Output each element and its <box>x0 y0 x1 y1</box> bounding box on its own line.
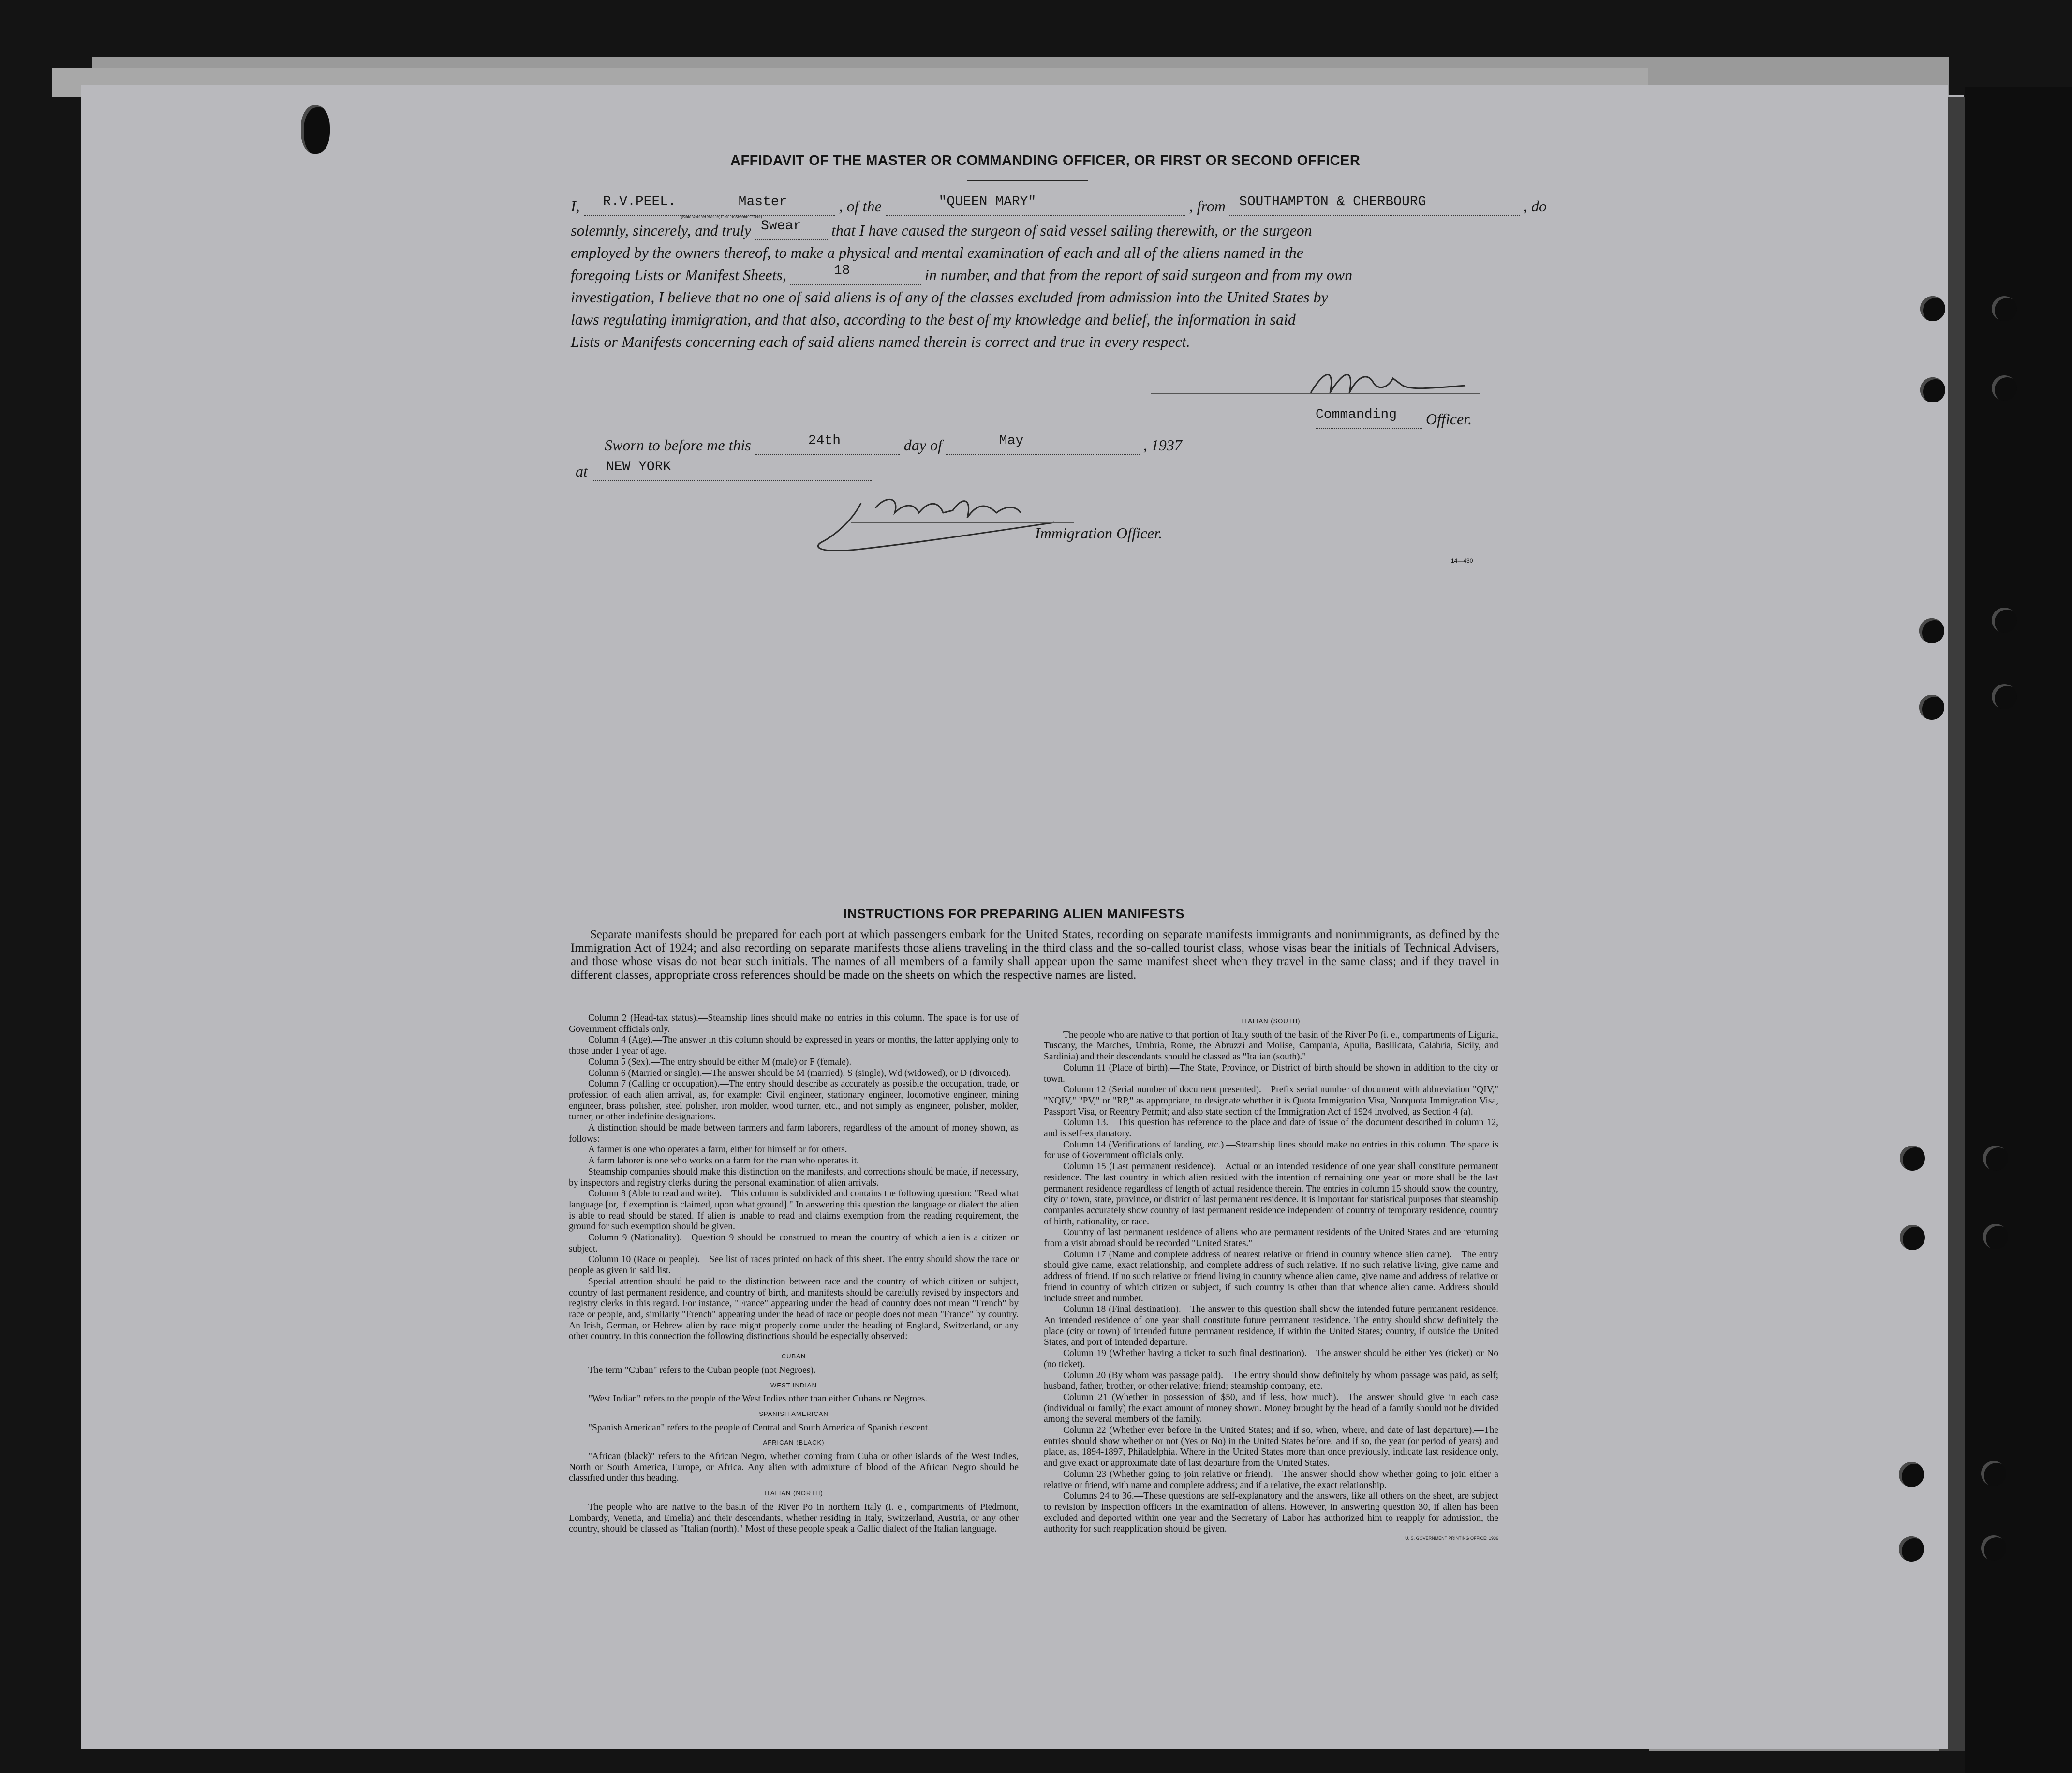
master-rank: Master <box>738 194 787 209</box>
officer-rank: Commanding <box>1316 407 1397 422</box>
instruction-paragraph: Column 9 (Nationality).—Question 9 should be construed to mean the country of which alien is a citizen or subject. <box>569 1233 1019 1254</box>
punch-hole-icon <box>1900 1146 1925 1171</box>
do-label: , do <box>1523 197 1547 215</box>
place-field <box>592 462 872 481</box>
officer-label: Officer. <box>1426 410 1472 428</box>
sworn-line <box>605 433 1182 455</box>
title-rule <box>967 180 1088 181</box>
instruction-paragraph: Column 6 (Married or single).—The answer should be M (married), S (single), Wd (widowed), or D (divorced). <box>588 1068 1011 1078</box>
place-value: NEW YORK <box>606 460 671 475</box>
spanish-american-heading: SPANISH AMERICAN <box>759 1410 829 1417</box>
form-number: 14—430 <box>1451 557 1473 564</box>
instruction-paragraph: Column 14 (Verifications of landing, etc.).—Steamship lines should make no entries in this column. The space is for use of Government officials only. <box>1044 1139 1498 1161</box>
instructions-right-column <box>1044 1016 1498 1541</box>
officer-line <box>1316 407 1472 429</box>
punch-hole-icon <box>1919 618 1944 643</box>
italian-north-text: The people who are native to the basin of the River Po in northern Italy (i. e., compartments of Piedmont, Lombardy, Venetia, and Emelia) and their descendants, whether residing in Italy, Switzerland, Austria, or any other country, should be classed as "Italian (north)." Most of these people speak a Gallic dialect of the Italian language. <box>569 1502 1019 1535</box>
punch-hole-icon <box>1899 1536 1924 1562</box>
day-field <box>755 433 900 455</box>
punch-hole-icon <box>1900 1225 1925 1250</box>
punch-hole-icon <box>1981 1535 2006 1561</box>
instruction-paragraph: Column 17 (Name and complete address of nearest relative or friend in country whence alien came).—The entry should give name, exact relationship, and complete address of such relative. If no such relative living, give name and address of friend. If no such relative or friend living in country whence alien came, give name and address of relative or friend in country of which citizen or subject, if such country is other than that whence alien came. Address should include street and number. <box>1044 1249 1498 1304</box>
master-name: R.V.PEEL. <box>603 194 676 209</box>
instruction-paragraph: Column 20 (By whom was passage paid).—The entry should show definitely by whom passage was paid, as self; husband, father, brother, or other relative; friend; steamship company, etc. <box>1044 1370 1498 1392</box>
punch-hole-icon <box>1992 375 2017 401</box>
year-prefix: , 19 <box>1143 436 1167 454</box>
instructions-title: INSTRUCTIONS FOR PREPARING ALIEN MANIFESTS <box>844 907 1185 921</box>
instruction-paragraph: Column 15 (Last permanent residence).—Actual or an intended residence of one year shall constitute permanent residence. The last country in which alien resided with the intention of remaining one year or more shall be the last permanent residence regardless of length of actual residence therein. The entries in column 15 should show the country, city or town, state, province, or district of last permanent residence. It is important for statistical purposes that steamship companies accurately show country of last permanent residence independent of country of temporary residence, country of birth, nationality, or race. <box>1044 1162 1498 1227</box>
instruction-paragraph: Column 22 (Whether ever before in the United States; and if so, when, where, and date of last departure).—The entries should show whether or not (Yes or No) in the United States before; and if so, the year (or period of years) and place, as, 1894-1897, Philadelphia. Where in the United States more than once previously, indicate last residence only, and give exact or approximate date of last departure from the United States. <box>1044 1425 1498 1469</box>
immigration-officer-signature <box>803 493 1074 556</box>
at-label: at <box>576 462 588 480</box>
immigration-officer-label: Immigration Officer. <box>1035 524 1163 542</box>
punch-hole-icon <box>1992 608 2017 633</box>
instruction-paragraph: Column 11 (Place of birth).—The State, Province, or District of birth should be shown in addition to the city or town. <box>1044 1062 1498 1084</box>
oath-field <box>755 219 828 240</box>
officer-sig-rule <box>851 522 1074 523</box>
of-the-label: , of the <box>839 197 882 215</box>
signature-rule <box>1151 393 1480 394</box>
affidavit-line-4 <box>571 263 1353 285</box>
affidavit-line-6: laws regulating immigration, and that also, according to the best of my knowledge and belief, the information in said <box>571 311 1296 328</box>
instruction-paragraph: Country of last permanent residence of aliens who are permanent residents of the United States and are returning from a visit abroad should be recorded "United States." <box>1044 1227 1498 1249</box>
instruction-paragraph: Column 5 (Sex).—The entry should be either M (male) or F (female). <box>588 1057 852 1067</box>
instruction-paragraph: A farm laborer is one who works on a farm for the man who operates it. <box>588 1156 859 1166</box>
instruction-paragraph: Columns 24 to 36.—These questions are self-explanatory and the answers, like all others on the sheet, are subject to revision by inspection officers in the examination of aliens. However, in answering question 30, if alien has been excluded and deported within one year and the Secretary of Labor has authorized him to reapply for admission, the authority for such reapplication should be given. <box>1044 1491 1498 1535</box>
instruction-paragraph: A farmer is one who operates a farm, either for himself or for others. <box>588 1145 847 1155</box>
affidavit-title: AFFIDAVIT OF THE MASTER OR COMMANDING OFFICER, OR FIRST OR SECOND OFFICER <box>730 153 1361 168</box>
punch-hole-icon <box>1920 377 1945 402</box>
cuban-heading: CUBAN <box>781 1353 806 1360</box>
affidavit-text: in number, and that from the report of said surgeon and from my own <box>924 266 1353 283</box>
vessel-name: "QUEEN MARY" <box>938 194 1036 209</box>
punch-hole-icon <box>1899 1462 1924 1487</box>
vessel-field <box>886 194 1185 216</box>
rank-note: (State whether Master, First, or Second Officer) <box>681 215 762 219</box>
instructions-intro: Separate manifests should be prepared for each port at which passengers embark for the United States, recording on separate manifests immigrants and nonimmigrants, as defined by the Immigration Act of 1924; and also recording on separate manifests those aliens traveling in the third class and the so-called tourist class, whose visas bear the initials of Technical Advisers, and those whose visas do not bear such initials. The names of all members of a family shall appear upon the same manifest sheet when they travel in the same class; and if they travel in different classes, appropriate cross references should be made on the sheets on which the respective names are listed. <box>571 928 1499 982</box>
master-signature <box>1306 364 1470 402</box>
master-name-field <box>584 194 835 216</box>
sheets-field <box>790 263 921 285</box>
instruction-paragraph: Special attention should be paid to the distinction between race and the country of which citizen or subject, country of last permanent residence, and country of birth, and manifests should be carefully revised by inspectors and registry clerks in this regard. For instance, "France" appearing under the head of country does not mean "French" by race or people, and, similarly "French" appearing under the head of race or people does not mean "France" by country. An Irish, German, or Hebrew alien by race might properly come under the heading of England, Switzerland, or any other country. In this connection the following distinctions should be especially observed: <box>569 1276 1019 1342</box>
day-of-label: day of <box>903 436 942 454</box>
affidavit-i: I, <box>571 197 580 215</box>
instructions-left-column <box>569 1013 1019 1535</box>
punch-hole-icon <box>1981 1461 2006 1486</box>
punch-hole-icon <box>301 105 330 154</box>
instruction-paragraph: Column 13.—This question has reference to the place and date of issue of the document described in column 12, and is self-explanatory. <box>1044 1117 1498 1139</box>
port-name: SOUTHAMPTON & CHERBOURG <box>1239 194 1426 209</box>
affidavit-text: that I have caused the surgeon of said vessel sailing therewith, or the surgeon <box>831 222 1312 239</box>
affidavit-line-7: Lists or Manifests concerning each of said aliens named therein is correct and true in every respect. <box>571 333 1190 350</box>
affidavit-line-3: employed by the owners thereof, to make a physical and mental examination of each and all of the aliens named in the <box>571 244 1303 261</box>
dark-gutter <box>1965 87 2072 1773</box>
instruction-paragraph: Column 12 (Serial number of document presented).—Prefix serial number of document with abbreviation "QIV," "NQIV," "PV," or "RP," as appropriate, to designate whether it is Quota Immigration Visa, Nonquota Immigration Visa, Passport Visa, or Reentry Permit; and also state section of the Immigration Act of 1924 involved, as Section 4 (a). <box>1044 1085 1498 1117</box>
punch-hole-icon <box>1920 296 1945 321</box>
from-label: , from <box>1189 197 1226 215</box>
day-value: 24th <box>808 433 841 448</box>
punch-hole-icon <box>1992 684 2017 709</box>
punch-hole-icon <box>1919 695 1944 720</box>
affidavit-line-1 <box>571 194 1547 216</box>
sworn-text: Sworn to before me this <box>605 436 751 454</box>
instruction-paragraph: Column 7 (Calling or occupation).—The entry should describe as accurately as possible the occupation, trade, or profession of each alien arrival, as, for example: Civil engineer, stationary engineer, locomotive engineer, mining engineer, brass polisher, steel polisher, iron molder, wood turner, etc., and not simply as engineer, polisher, molder, turner, or other indefinite designations. <box>569 1079 1019 1122</box>
west-indian-heading: WEST INDIAN <box>770 1381 817 1389</box>
month-field <box>946 433 1140 455</box>
punch-hole-icon <box>1992 296 2017 321</box>
affidavit-line-2 <box>571 219 1312 240</box>
officer-rank-field <box>1316 407 1422 429</box>
italian-south-heading: ITALIAN (SOUTH) <box>1242 1017 1301 1025</box>
instruction-paragraph: The people who are native to that portion of Italy south of the basin of the River Po (i. e., compartments of Liguria, Tuscany, the Marches, Umbria, Rome, the Abruzzi and Molise, Campania, Apulia, Basilicata, Calabria, Sicily, and Sardinia) and their descendants should be classed as "Italian (south)." <box>1044 1029 1498 1062</box>
instruction-paragraph: Column 23 (Whether going to join relative or friend).—The answer should show whether going to join either a relative or friend, with name and complete address; and if a relative, the exact relationship. <box>1044 1469 1498 1490</box>
oath: Swear <box>760 219 801 234</box>
west-indian-text: "West Indian" refers to the people of the West Indies other than either Cubans or Negroes. <box>588 1394 928 1404</box>
instruction-paragraph: Column 2 (Head-tax status).—Steamship lines should make no entries in this column. The space is for use of Government officials only. <box>569 1013 1019 1034</box>
instruction-paragraph: Steamship companies should make this distinction on the manifests, and corrections should be made, if necessary, by inspectors and registry clerks during the personal examination of alien arrivals. <box>569 1166 1019 1188</box>
african-heading: AFRICAN (BLACK) <box>763 1439 825 1446</box>
instruction-paragraph: Column 4 (Age).—The answer in this column should be expressed in years or months, the latter applying only to those under 1 year of age. <box>569 1035 1019 1057</box>
at-line <box>576 462 872 481</box>
punch-hole-icon <box>1983 1146 2008 1171</box>
african-text: "African (black)" refers to the African Negro, whether coming from Cuba or other islands of the West Indies, North or South America, Europe, or Africa. Any alien with admixture of blood of the African Negro should be classified under this heading. <box>569 1451 1019 1484</box>
cuban-text: The term "Cuban" refers to the Cuban people (not Negroes). <box>588 1365 816 1375</box>
spanish-american-text: "Spanish American" refers to the people of Central and South America of Spanish descent. <box>588 1422 930 1433</box>
port-field <box>1229 194 1520 216</box>
year-value: 37 <box>1166 436 1182 454</box>
instruction-paragraph: Column 8 (Able to read and write).—This column is subdivided and contains the following question: "Read what language [or, if exemption is claimed, upon what ground]." In answering this question the language or dialect the alien is able to read should be stated. If alien is unable to read and claims exemption from the reading requirement, the ground for such exemption should be given. <box>569 1189 1019 1232</box>
instruction-paragraph: Column 10 (Race or people).—See list of races printed on back of this sheet. The entry should show the race or people as given in said list. <box>569 1254 1019 1276</box>
month-value: May <box>999 433 1024 448</box>
italian-north-heading: ITALIAN (NORTH) <box>764 1490 823 1497</box>
instruction-paragraph: Column 19 (Whether having a ticket to such final destination).—The answer should be either Yes (ticket) or No (no ticket). <box>1044 1348 1498 1370</box>
instruction-paragraph: Column 21 (Whether in possession of $50, and if less, how much).—The answer should give in each case (individual or family) the exact amount of money shown. Money brought by the head of a family should not be divided among the several members of the family. <box>1044 1392 1498 1425</box>
instruction-paragraph: A distinction should be made between farmers and farm laborers, regardless of the amount of money shown, as follows: <box>569 1123 1019 1144</box>
affidavit-text: foregoing Lists or Manifest Sheets, <box>571 266 786 283</box>
affidavit-line-5: investigation, I believe that no one of said aliens is of any of the classes excluded from admission into the United States by <box>571 288 1328 306</box>
printer-imprint: U. S. GOVERNMENT PRINTING OFFICE: 1936 <box>1405 1536 1498 1541</box>
instruction-paragraph: Column 18 (Final destination).—The answer to this question shall show the intended future permanent residence. An intended residence of one year shall constitute future permanent residence. The entry should show definitely the place (city or town) of intended future permanent residence, if within the United States; country, if outside the United States, and port of intended departure. <box>1044 1304 1498 1348</box>
sheet-count: 18 <box>833 263 850 278</box>
affidavit-text: solemnly, sincerely, and truly <box>571 222 751 239</box>
punch-hole-icon <box>1983 1224 2008 1249</box>
